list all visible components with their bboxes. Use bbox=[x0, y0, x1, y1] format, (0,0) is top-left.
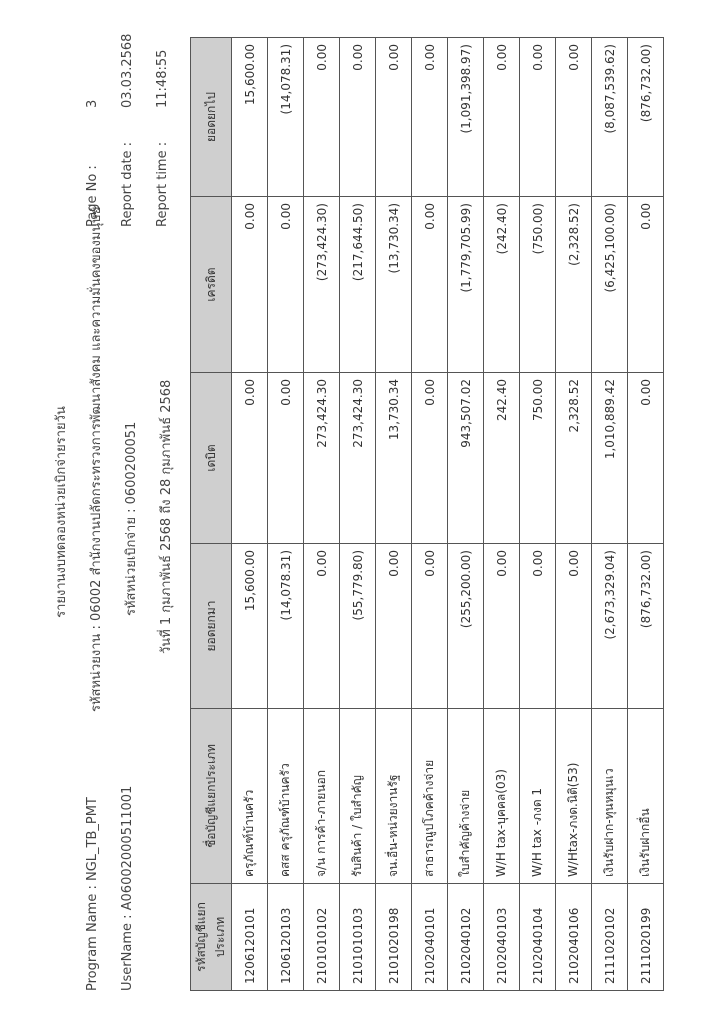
table-row bbox=[520, 38, 556, 991]
program-name: Program Name : NGL_TB_PMT bbox=[85, 797, 100, 991]
closing-balance: (876,732.00) bbox=[628, 38, 664, 197]
report-time-label: Report time : bbox=[155, 141, 170, 227]
account-code: 1206120103 bbox=[268, 884, 304, 991]
col-opening-balance: ยอดยกมา bbox=[191, 544, 232, 709]
unit-line: รหัสหน่วยงาน : 06002 สำนักงานปลัดกระทรวงการพัฒนาสังคม และความมั่นคงของมนุษย์ bbox=[89, 206, 104, 712]
opening-balance: 0.00 bbox=[520, 544, 556, 709]
table-row bbox=[376, 38, 412, 991]
table-row bbox=[448, 38, 484, 991]
closing-balance: 0.00 bbox=[520, 38, 556, 197]
opening-balance: 0.00 bbox=[484, 544, 520, 709]
credit: (273,424.30) bbox=[304, 197, 340, 373]
credit: (217,644.50) bbox=[340, 197, 376, 373]
col-credit: เครดิต bbox=[191, 197, 232, 373]
report-date-value: 03.03.2568 bbox=[120, 33, 135, 108]
account-name: จน.อื่น-หน่วยงานรัฐ bbox=[376, 709, 412, 884]
debit: 13,730.34 bbox=[376, 373, 412, 544]
account-code: 2101010102 bbox=[304, 884, 340, 991]
credit: 0.00 bbox=[628, 197, 664, 373]
closing-balance: 0.00 bbox=[556, 38, 592, 197]
debit: 0.00 bbox=[268, 373, 304, 544]
report-period: วันที่ 1 กุมภาพันธ์ 2568 ถึง 28 กุมภาพันธ์ 2568 bbox=[159, 379, 174, 654]
account-code: 2102040104 bbox=[520, 884, 556, 991]
report-time-value: 11:48:55 bbox=[155, 49, 170, 108]
credit: (2,328.52) bbox=[556, 197, 592, 373]
col-closing-balance: ยอดยกไป bbox=[191, 38, 232, 197]
debit: 0.00 bbox=[628, 373, 664, 544]
debit: 2,328.52 bbox=[556, 373, 592, 544]
opening-balance: 0.00 bbox=[304, 544, 340, 709]
page-no-label: Page No : bbox=[85, 165, 100, 227]
account-code: 1206120101 bbox=[232, 884, 268, 991]
col-account-code: รหัสบัญชีแยกประเภท bbox=[191, 884, 232, 991]
credit: 0.00 bbox=[268, 197, 304, 373]
debit: 0.00 bbox=[232, 373, 268, 544]
debit: 273,424.30 bbox=[340, 373, 376, 544]
debit: 943,507.02 bbox=[448, 373, 484, 544]
closing-balance: (14,078.31) bbox=[268, 38, 304, 197]
opening-balance: 15,600.00 bbox=[232, 544, 268, 709]
credit: (242.40) bbox=[484, 197, 520, 373]
credit: 0.00 bbox=[412, 197, 448, 373]
opening-balance: (255,200.00) bbox=[448, 544, 484, 709]
account-name: ใบสำคัญค้างจ่าย bbox=[448, 709, 484, 884]
table-row bbox=[592, 38, 628, 991]
closing-balance: 0.00 bbox=[484, 38, 520, 197]
page-no-value: 3 bbox=[85, 99, 100, 108]
disbursing-unit: รหัสหน่วยเบิกจ่าย : 0600200051 bbox=[124, 421, 139, 616]
opening-balance: 0.00 bbox=[376, 544, 412, 709]
account-code: 2102040106 bbox=[556, 884, 592, 991]
closing-balance: (1,091,398.97) bbox=[448, 38, 484, 197]
account-name: คสส ครุภัณฑ์บ้านครัว bbox=[268, 709, 304, 884]
table-row bbox=[340, 38, 376, 991]
account-code: 2111020102 bbox=[592, 884, 628, 991]
closing-balance: 15,600.00 bbox=[232, 38, 268, 197]
account-name: รับสินค้า / ใบสำคัญ bbox=[340, 709, 376, 884]
table-header-row bbox=[191, 38, 232, 991]
col-debit: เดบิต bbox=[191, 373, 232, 544]
account-name: W/H tax -ภงด 1 bbox=[520, 709, 556, 884]
opening-balance: (14,078.31) bbox=[268, 544, 304, 709]
account-name: จ/น การค้า-ภายนอก bbox=[304, 709, 340, 884]
debit: 242.40 bbox=[484, 373, 520, 544]
account-code: 2111020199 bbox=[628, 884, 664, 991]
account-code: 2102040101 bbox=[412, 884, 448, 991]
table-row bbox=[268, 38, 304, 991]
closing-balance: (8,087,539.62) bbox=[592, 38, 628, 197]
account-name: เงินรับฝาก-ทุนหมุนเว bbox=[592, 709, 628, 884]
col-account-name: ชื่อบัญชีแยกประเภท bbox=[191, 709, 232, 884]
opening-balance: (876,732.00) bbox=[628, 544, 664, 709]
closing-balance: 0.00 bbox=[340, 38, 376, 197]
table-row bbox=[304, 38, 340, 991]
opening-balance: 0.00 bbox=[412, 544, 448, 709]
debit: 1,010,889.42 bbox=[592, 373, 628, 544]
account-code: 2102040102 bbox=[448, 884, 484, 991]
account-code: 2101010103 bbox=[340, 884, 376, 991]
credit: (1,779,705.99) bbox=[448, 197, 484, 373]
user-name: UserName : A06002000511001 bbox=[120, 785, 135, 991]
opening-balance: 0.00 bbox=[556, 544, 592, 709]
table-row bbox=[484, 38, 520, 991]
closing-balance: 0.00 bbox=[412, 38, 448, 197]
table-row bbox=[412, 38, 448, 991]
account-name: ครุภัณฑ์บ้านครัว bbox=[232, 709, 268, 884]
account-name: W/H tax-บุคคล(03) bbox=[484, 709, 520, 884]
credit: (6,425,100.00) bbox=[592, 197, 628, 373]
trial-balance-table bbox=[190, 37, 664, 991]
report-date-label: Report date : bbox=[120, 141, 135, 227]
debit: 750.00 bbox=[520, 373, 556, 544]
credit: (13,730.34) bbox=[376, 197, 412, 373]
credit: 0.00 bbox=[232, 197, 268, 373]
table-row bbox=[232, 38, 268, 991]
closing-balance: 0.00 bbox=[376, 38, 412, 197]
credit: (750.00) bbox=[520, 197, 556, 373]
debit: 0.00 bbox=[412, 373, 448, 544]
account-name: สาธารณูปโภคค้างจ่าย bbox=[412, 709, 448, 884]
table-row bbox=[628, 38, 664, 991]
account-name: เงินรับฝากอื่น bbox=[628, 709, 664, 884]
account-code: 2102040103 bbox=[484, 884, 520, 991]
report-title: รายงานงบทดลองหน่วยเบิกจ่ายรายวัน bbox=[54, 406, 69, 618]
account-name: W/Htax-ภงด.นิติ(53) bbox=[556, 709, 592, 884]
table-row bbox=[556, 38, 592, 991]
account-code: 2101020198 bbox=[376, 884, 412, 991]
debit: 273,424.30 bbox=[304, 373, 340, 544]
opening-balance: (2,673,329.04) bbox=[592, 544, 628, 709]
closing-balance: 0.00 bbox=[304, 38, 340, 197]
opening-balance: (55,779.80) bbox=[340, 544, 376, 709]
